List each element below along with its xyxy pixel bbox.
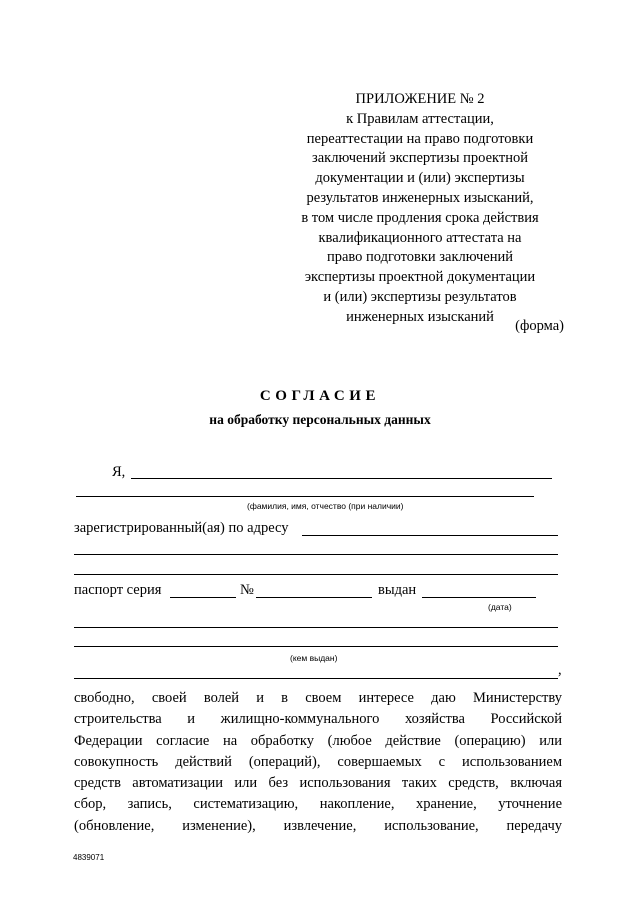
paragraph-line: свободно, своей волей и в своем интересе даю Министерству (74, 690, 562, 706)
annex-line: в том числе продления срока действия (301, 209, 539, 226)
address-field-line[interactable] (302, 535, 558, 536)
consent-paragraph (74, 688, 562, 837)
date-caption: (дата) (488, 602, 512, 612)
annex-line: переаттестации на право подготовки (306, 130, 534, 147)
issue-date-field[interactable] (422, 597, 536, 598)
paragraph-line: (обновление, изменение), извлечение, использование, передачу (74, 817, 562, 834)
name-field-line[interactable] (131, 478, 552, 479)
form-label: (форма) (515, 318, 564, 334)
issued-by-field-line-3[interactable] (74, 678, 558, 679)
ya-label: Я, (112, 464, 126, 480)
fio-caption: (фамилия, имя, отчество (при наличии) (247, 501, 404, 511)
address-field-line-2[interactable] (74, 554, 558, 555)
name-field-line-2[interactable] (76, 496, 534, 497)
annex-heading (300, 90, 540, 328)
annex-line: экспертизы проектной документации (304, 269, 536, 286)
paragraph-line: Федерации согласие на обработку (любое действие (операцию) или (74, 732, 562, 749)
annex-line: к Правилам аттестации, (346, 110, 494, 127)
passport-series-field[interactable] (170, 597, 236, 598)
paragraph-line: сбор, запись, систематизацию, накопление, хранение, уточнение (74, 796, 562, 813)
paragraph-line: строительства и жилищно-коммунального хозяйства Российской (74, 711, 562, 728)
annex-line: документации и (или) экспертизы (315, 170, 525, 187)
issued-by-caption: (кем выдан) (290, 653, 338, 663)
annex-line: заключений экспертизы проектной (312, 150, 528, 167)
registered-label: зарегистрированный(ая) по адресу (74, 520, 289, 536)
annex-line: ПРИЛОЖЕНИЕ № 2 (355, 91, 485, 107)
issued-label: выдан (378, 582, 417, 598)
paragraph-line: совокупность действий (операций), совершаемых с использованием (74, 753, 562, 770)
annex-line: квалификационного аттестата на (318, 229, 522, 246)
document-title: СОГЛАСИЕ (259, 388, 381, 404)
annex-line: право подготовки заключений (326, 249, 514, 266)
issued-by-field-line-2[interactable] (74, 646, 558, 647)
annex-line: и (или) экспертизы результатов (323, 288, 517, 305)
document-subtitle: на обработку персональных данных (209, 412, 431, 427)
passport-number-label: № (240, 582, 254, 598)
annex-line: инженерных изысканий (346, 308, 494, 325)
address-field-line-3[interactable] (74, 574, 558, 575)
passport-number-field[interactable] (256, 597, 372, 598)
trailing-comma: , (558, 662, 562, 678)
document-number: 4839071 (73, 853, 105, 862)
passport-series-label: паспорт серия (74, 582, 162, 598)
issued-by-field-line[interactable] (74, 627, 558, 628)
paragraph-line: средств автоматизации или без использования таких средств, включая (74, 775, 562, 792)
annex-line: результатов инженерных изысканий, (306, 189, 534, 206)
